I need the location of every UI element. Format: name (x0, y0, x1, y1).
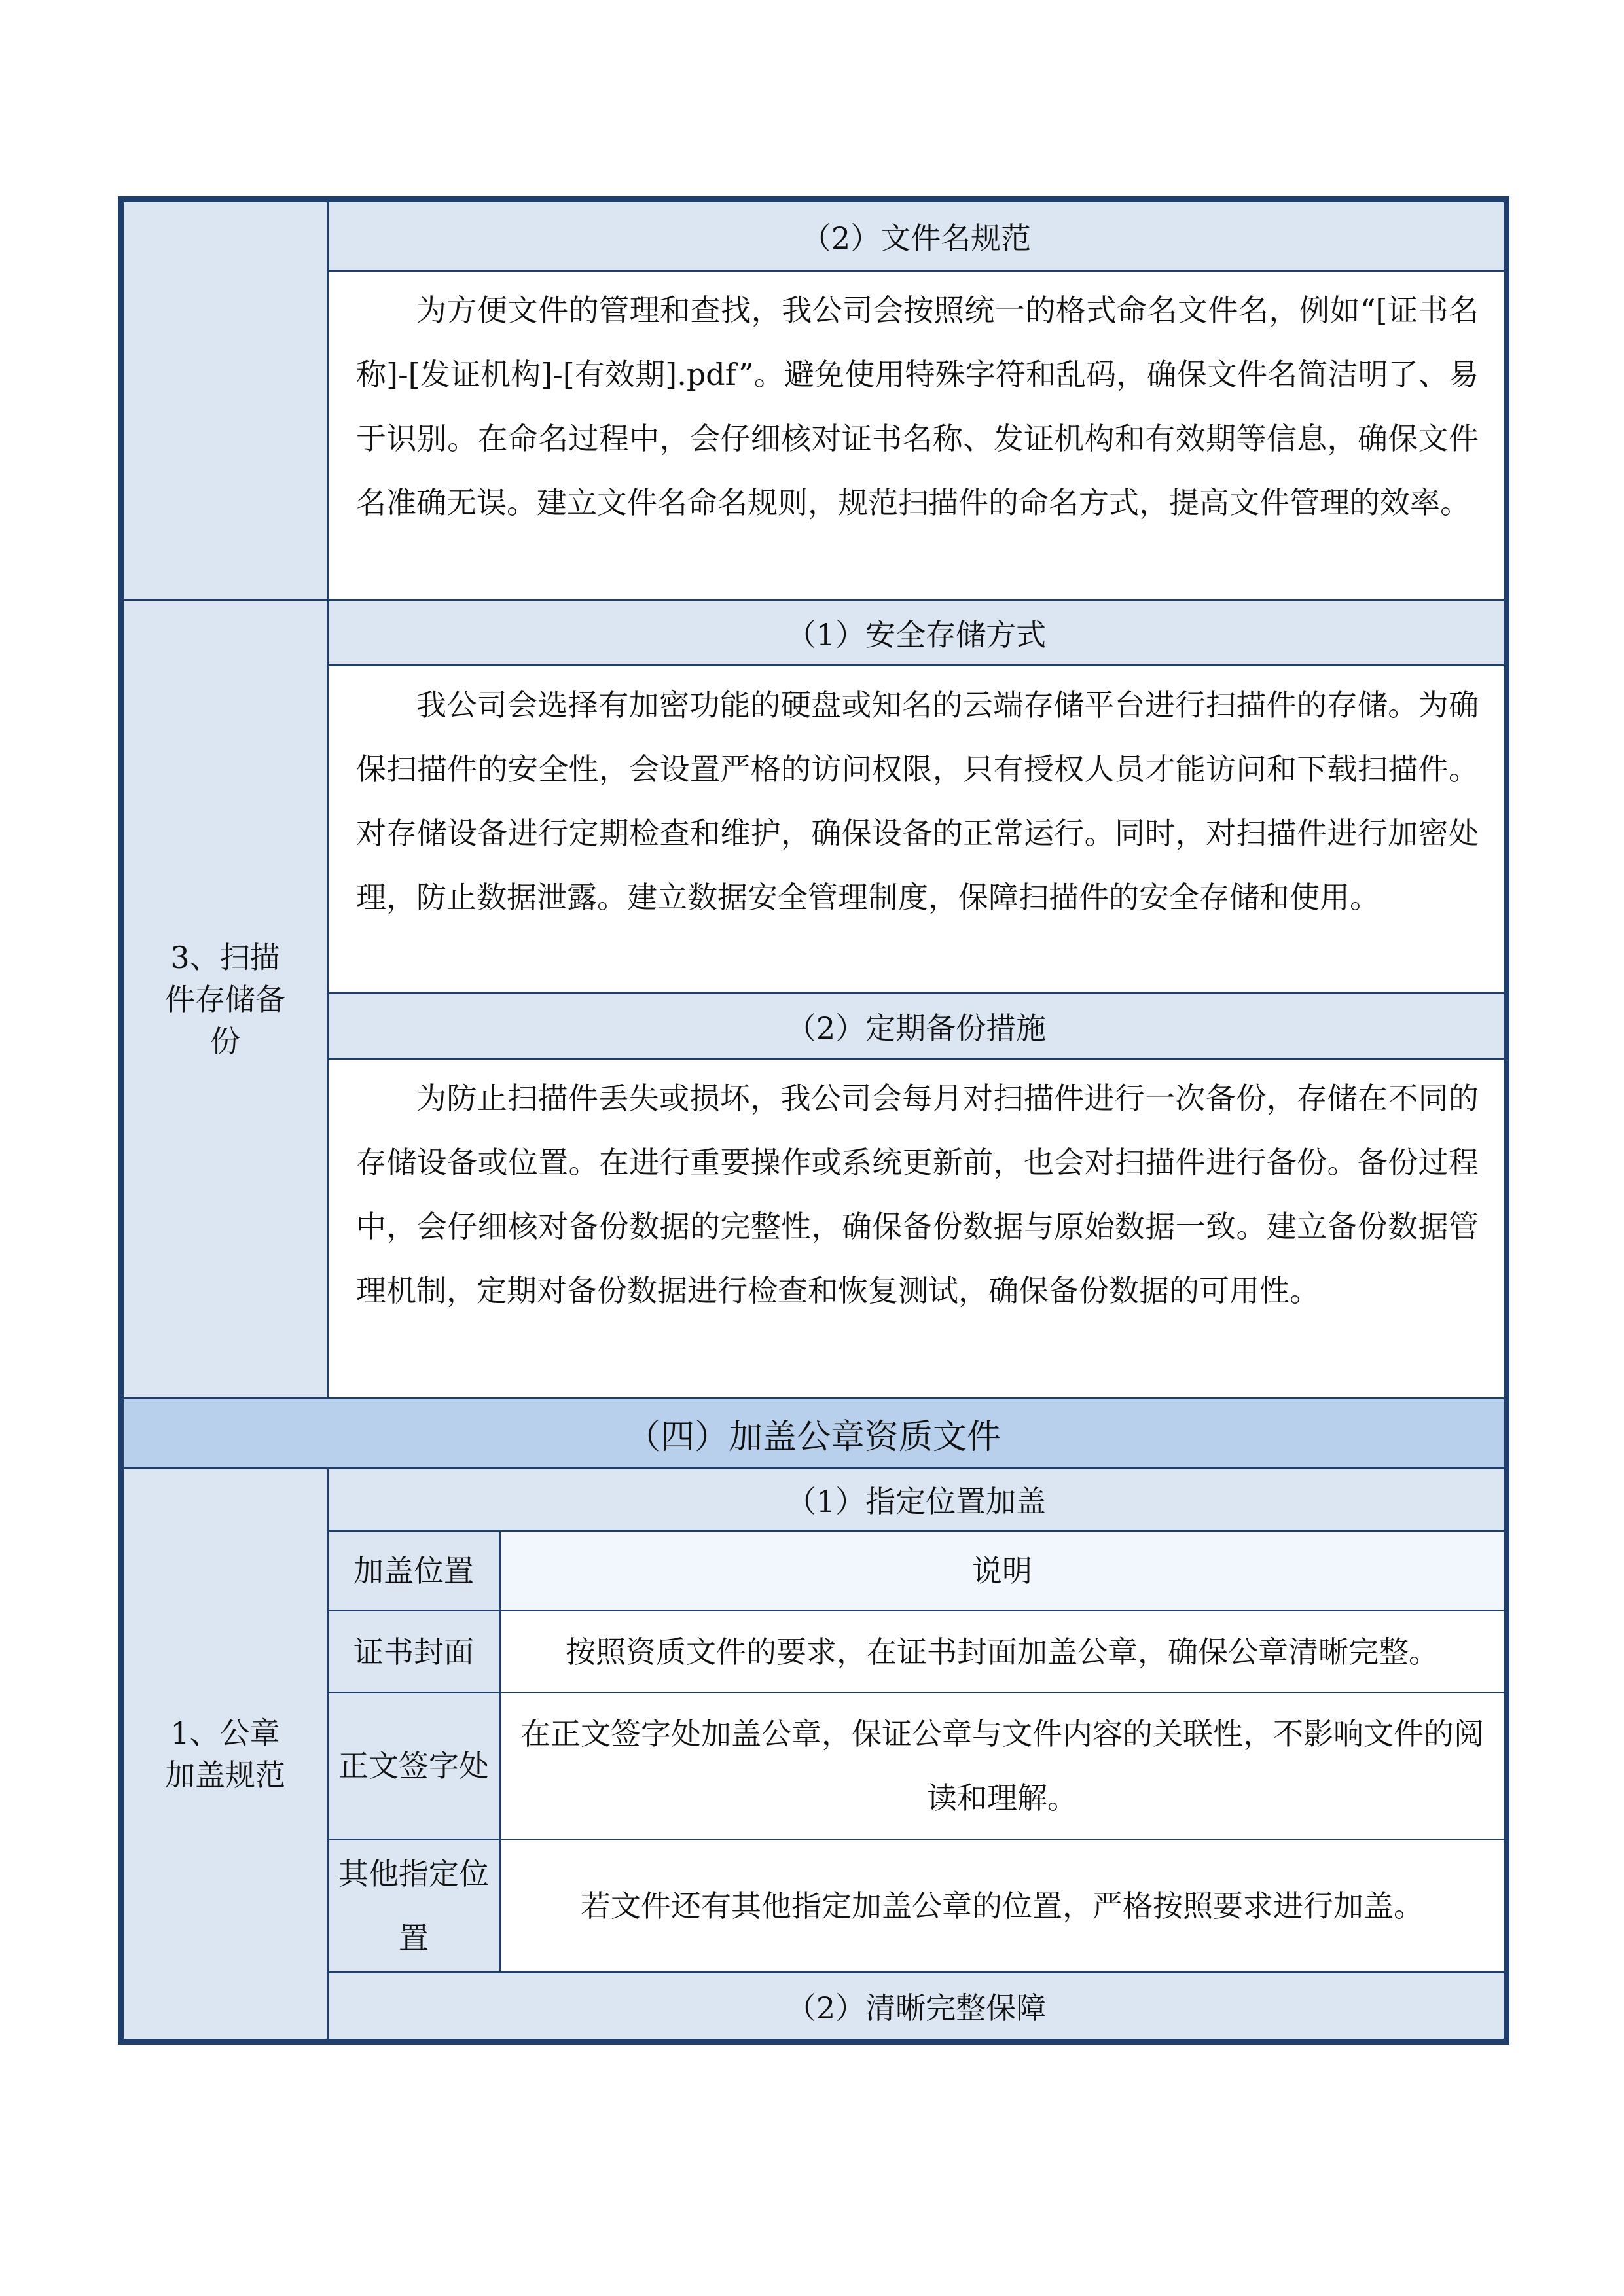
table-row-position: 正文签字处 (329, 1693, 499, 1839)
document-table (118, 196, 1509, 2045)
filename-body: 为方便文件的管理和查找，我公司会按照统一的格式命名文件名，例如“[证书名称]-[发证机构]-[有效期].pdf”。避免使用特殊字符和乱码，确保文件名简洁明了、易于识别。在命名过程中，会仔细核对证书名称、发证机构和有效期等信息，确保文件名准确无误。建立文件名命名规则，规范扫描件的命名方式，提高文件管理的效率。 (356, 293, 1479, 520)
table-row-position: 其他指定位置 (329, 1840, 499, 1971)
storage-label-text: 3、扫描件存储备份 (165, 939, 285, 1059)
seal-label-text: 1、公章加盖规范 (165, 1715, 285, 1793)
filename-header: （2）文件名规范 (329, 202, 1504, 270)
table-header-description: 说明 (501, 1532, 1504, 1610)
table-row-desc: 若文件还有其他指定加盖公章的位置，严格按照要求进行加盖。 (581, 1888, 1424, 1924)
column-divider (499, 1532, 501, 1971)
backup-header: （2）定期备份措施 (329, 994, 1504, 1058)
clarity-header: （2）清晰完整保障 (329, 1973, 1504, 2039)
table-row-desc: 按照资质文件的要求，在证书封面加盖公章，确保公章清晰完整。 (566, 1634, 1439, 1670)
section-title: （四）加盖公章资质文件 (124, 1399, 1504, 1467)
secure-storage-header: （1）安全存储方式 (329, 601, 1504, 664)
table-row-position: 证书封面 (329, 1611, 499, 1692)
table-header-position: 加盖位置 (329, 1532, 499, 1610)
table-row-desc: 在正文签字处加盖公章，保证公章与文件内容的关联性，不影响文件的阅读和理解。 (520, 1716, 1484, 1816)
seal-left-label (124, 1469, 329, 2039)
storage-left-label (124, 601, 329, 1397)
secure-storage-body: 我公司会选择有加密功能的硬盘或知名的云端存储平台进行扫描件的存储。为确保扫描件的安全性，会设置严格的访问权限，只有授权人员才能访问和下载扫描件。对存储设备进行定期检查和维护，确保设备的正常运行。同时，对扫描件进行加密处理，防止数据泄露。建立数据安全管理制度，保障扫描件的安全存储和使用。 (356, 687, 1479, 915)
left-cell-continued (124, 202, 329, 599)
backup-body: 为防止扫描件丢失或损坏，我公司会每月对扫描件进行一次备份，存储在不同的存储设备或位置。在进行重要操作或系统更新前，也会对扫描件进行备份。备份过程中，会仔细核对备份数据的完整性，确保备份数据与原始数据一致。建立备份数据管理机制，定期对备份数据进行检查和恢复测试，确保备份数据的可用性。 (356, 1081, 1479, 1308)
position-header: （1）指定位置加盖 (329, 1469, 1504, 1530)
